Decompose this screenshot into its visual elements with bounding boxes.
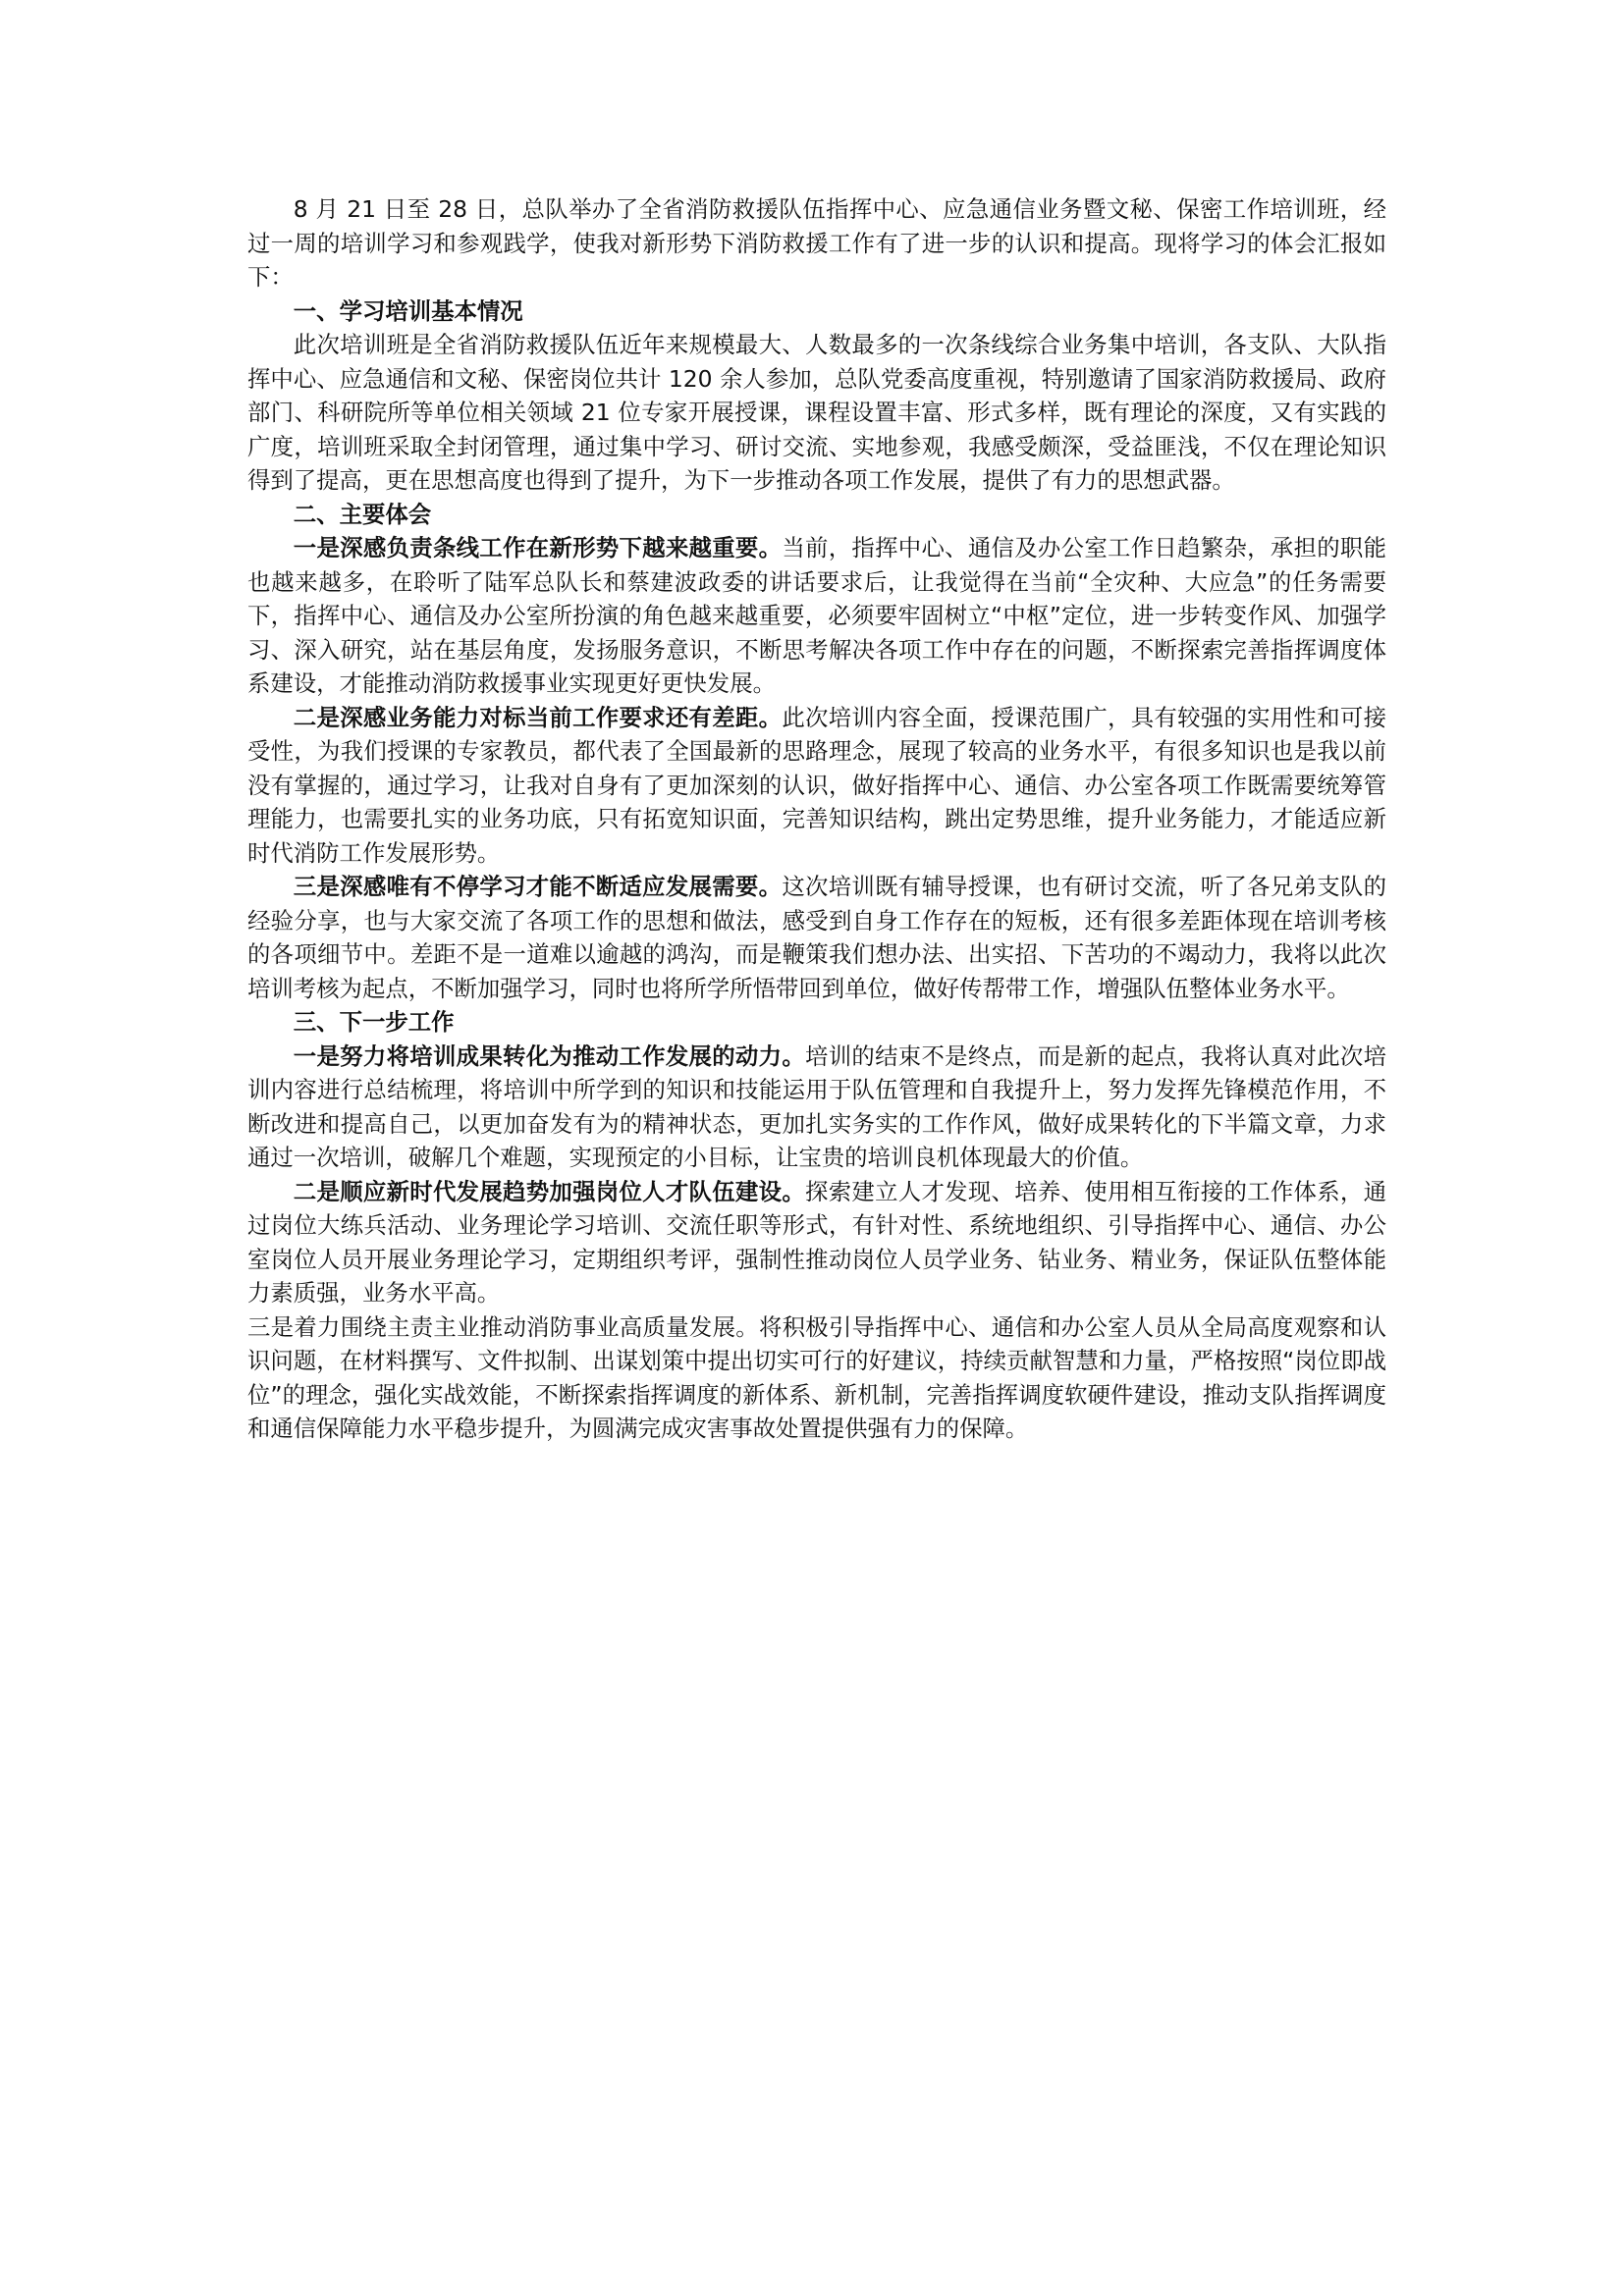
section-body-basic-info: 此次培训班是全省消防救援队伍近年来规模最大、人数最多的一次条线综合业务集中培训，各支队、大队指挥中心、应急通信和文秘、保密岗位共计 120 余人参加，总队党委高度重视，特别邀请了国家消防救援局、政府部门、科研院所等单位相关领域 21 位专家开展授课，课程设置丰富、形式多样，既有理论的深度，又有实践的广度，培训班采取全封闭管理，通过集中学习、研讨交流、实地参观，我感受颇深，受益匪浅，不仅在理论知识得到了提高，更在思想高度也得到了提升，为下一步推动各项工作发展，提供了有力的思想武器。: [247, 331, 1386, 494]
experience-paragraph: [247, 870, 1386, 1005]
paragraph-lead: 一是努力将培训成果转化为推动工作发展的动力。: [293, 1041, 806, 1070]
section-heading-next-steps: 三、下一步工作: [293, 1008, 455, 1036]
next-step-paragraph: [247, 1175, 1386, 1310]
paragraph-text: 此次培训内容全面，授课范围广，具有较强的实用性和可接受性，为我们授课的专家教员，都代表了全国最新的思路理念，展现了较高的业务水平，有很多知识也是我以前没有掌握的，通过学习，让我对自身有了更加深刻的认识，做好指挥中心、通信、办公室各项工作既需要统筹管理能力，也需要扎实的业务功底，只有拓宽知识面，完善知识结构，跳出定势思维，提升业务能力，才能适应新时代消防工作发展形势。: [247, 703, 1387, 867]
paragraph-text: 当前，指挥中心、通信及办公室工作日趋繁杂，承担的职能也越来越多，在聆听了陆军总队长和蔡建波政委的讲话要求后，让我觉得在当前“全灾种、大应急”的任务需要下，指挥中心、通信及办公室所扮演的角色越来越重要，必须要牢固树立“中枢”定位，进一步转变作风、加强学习、深入研究，站在基层角度，发扬服务意识，不断思考解决各项工作中存在的问题，不断探索完善指挥调度体系建设，才能推动消防救援事业实现更好更快发展。: [247, 534, 1387, 697]
section-heading-basic-info: 一、学习培训基本情况: [293, 296, 523, 325]
paragraph-text: 培训的结束不是终点，而是新的起点，我将认真对此次培训内容进行总结梳理，将培训中所学到的知识和技能运用于队伍管理和自我提升上，努力发挥先锋模范作用，不断改进和提高自己，以更加奋发有为的精神状态，更加扎实务实的工作作风，做好成果转化的下半篇文章，力求通过一次培训，破解几个难题，实现预定的小目标，让宝贵的培训良机体现最大的价值。: [247, 1041, 1387, 1171]
experience-paragraph: [247, 701, 1386, 871]
paragraph-text: 探索建立人才发现、培养、使用相互衔接的工作体系，通过岗位大练兵活动、业务理论学习培训、交流任职等形式，有针对性、系统地组织、引导指挥中心、通信、办公室岗位人员开展业务理论学习，定期组织考评，强制性推动岗位人员学业务、钻业务、精业务，保证队伍整体能力素质强，业务水平高。: [247, 1177, 1387, 1307]
next-step-paragraph: [247, 1040, 1386, 1175]
paragraph-lead: 二是顺应新时代发展趋势加强岗位人才队伍建设。: [293, 1177, 806, 1205]
paragraph-lead: 三是深感唯有不停学习才能不断适应发展需要。: [293, 873, 783, 900]
intro-paragraph: 8 月 21 日至 28 日，总队举办了全省消防救援队伍指挥中心、应急通信业务暨文秘、保密工作培训班，经过一周的培训学习和参观践学，使我对新形势下消防救援工作有了进一步的认识和提高。现将学习的体会汇报如下：: [247, 195, 1386, 291]
section-heading-main-experience: 二、主要体会: [293, 500, 432, 528]
paragraph-text: 这次培训既有辅导授课，也有研讨交流，听了各兄弟支队的经验分享，也与大家交流了各项工作的思想和做法，感受到自身工作存在的短板，还有很多差距体现在培训考核的各项细节中。差距不是一道难以逾越的鸿沟，而是鞭策我们想办法、出实招、下苦功的不竭动力，我将以此次培训考核为起点，不断加强学习，同时也将所学所悟带回到单位，做好传帮带工作，增强队伍整体业务水平。: [247, 873, 1387, 1002]
closing-paragraph: 三是着力围绕主责主业推动消防事业高质量发展。将积极引导指挥中心、通信和办公室人员从全局高度观察和认识问题，在材料撰写、文件拟制、出谋划策中提出切实可行的好建议，持续贡献智慧和力量，严格按照“岗位即战位”的理念，强化实战效能，不断探索指挥调度的新体系、新机制，完善指挥调度软硬件建设，推动支队指挥调度和通信保障能力水平稳步提升，为圆满完成灾害事故处置提供强有力的保障。: [247, 1312, 1386, 1442]
paragraph-lead: 一是深感负责条线工作在新形势下越来越重要。: [293, 534, 783, 561]
paragraph-lead: 二是深感业务能力对标当前工作要求还有差距。: [293, 703, 783, 731]
document-page: [247, 192, 1386, 1446]
experience-paragraph: [247, 531, 1386, 701]
